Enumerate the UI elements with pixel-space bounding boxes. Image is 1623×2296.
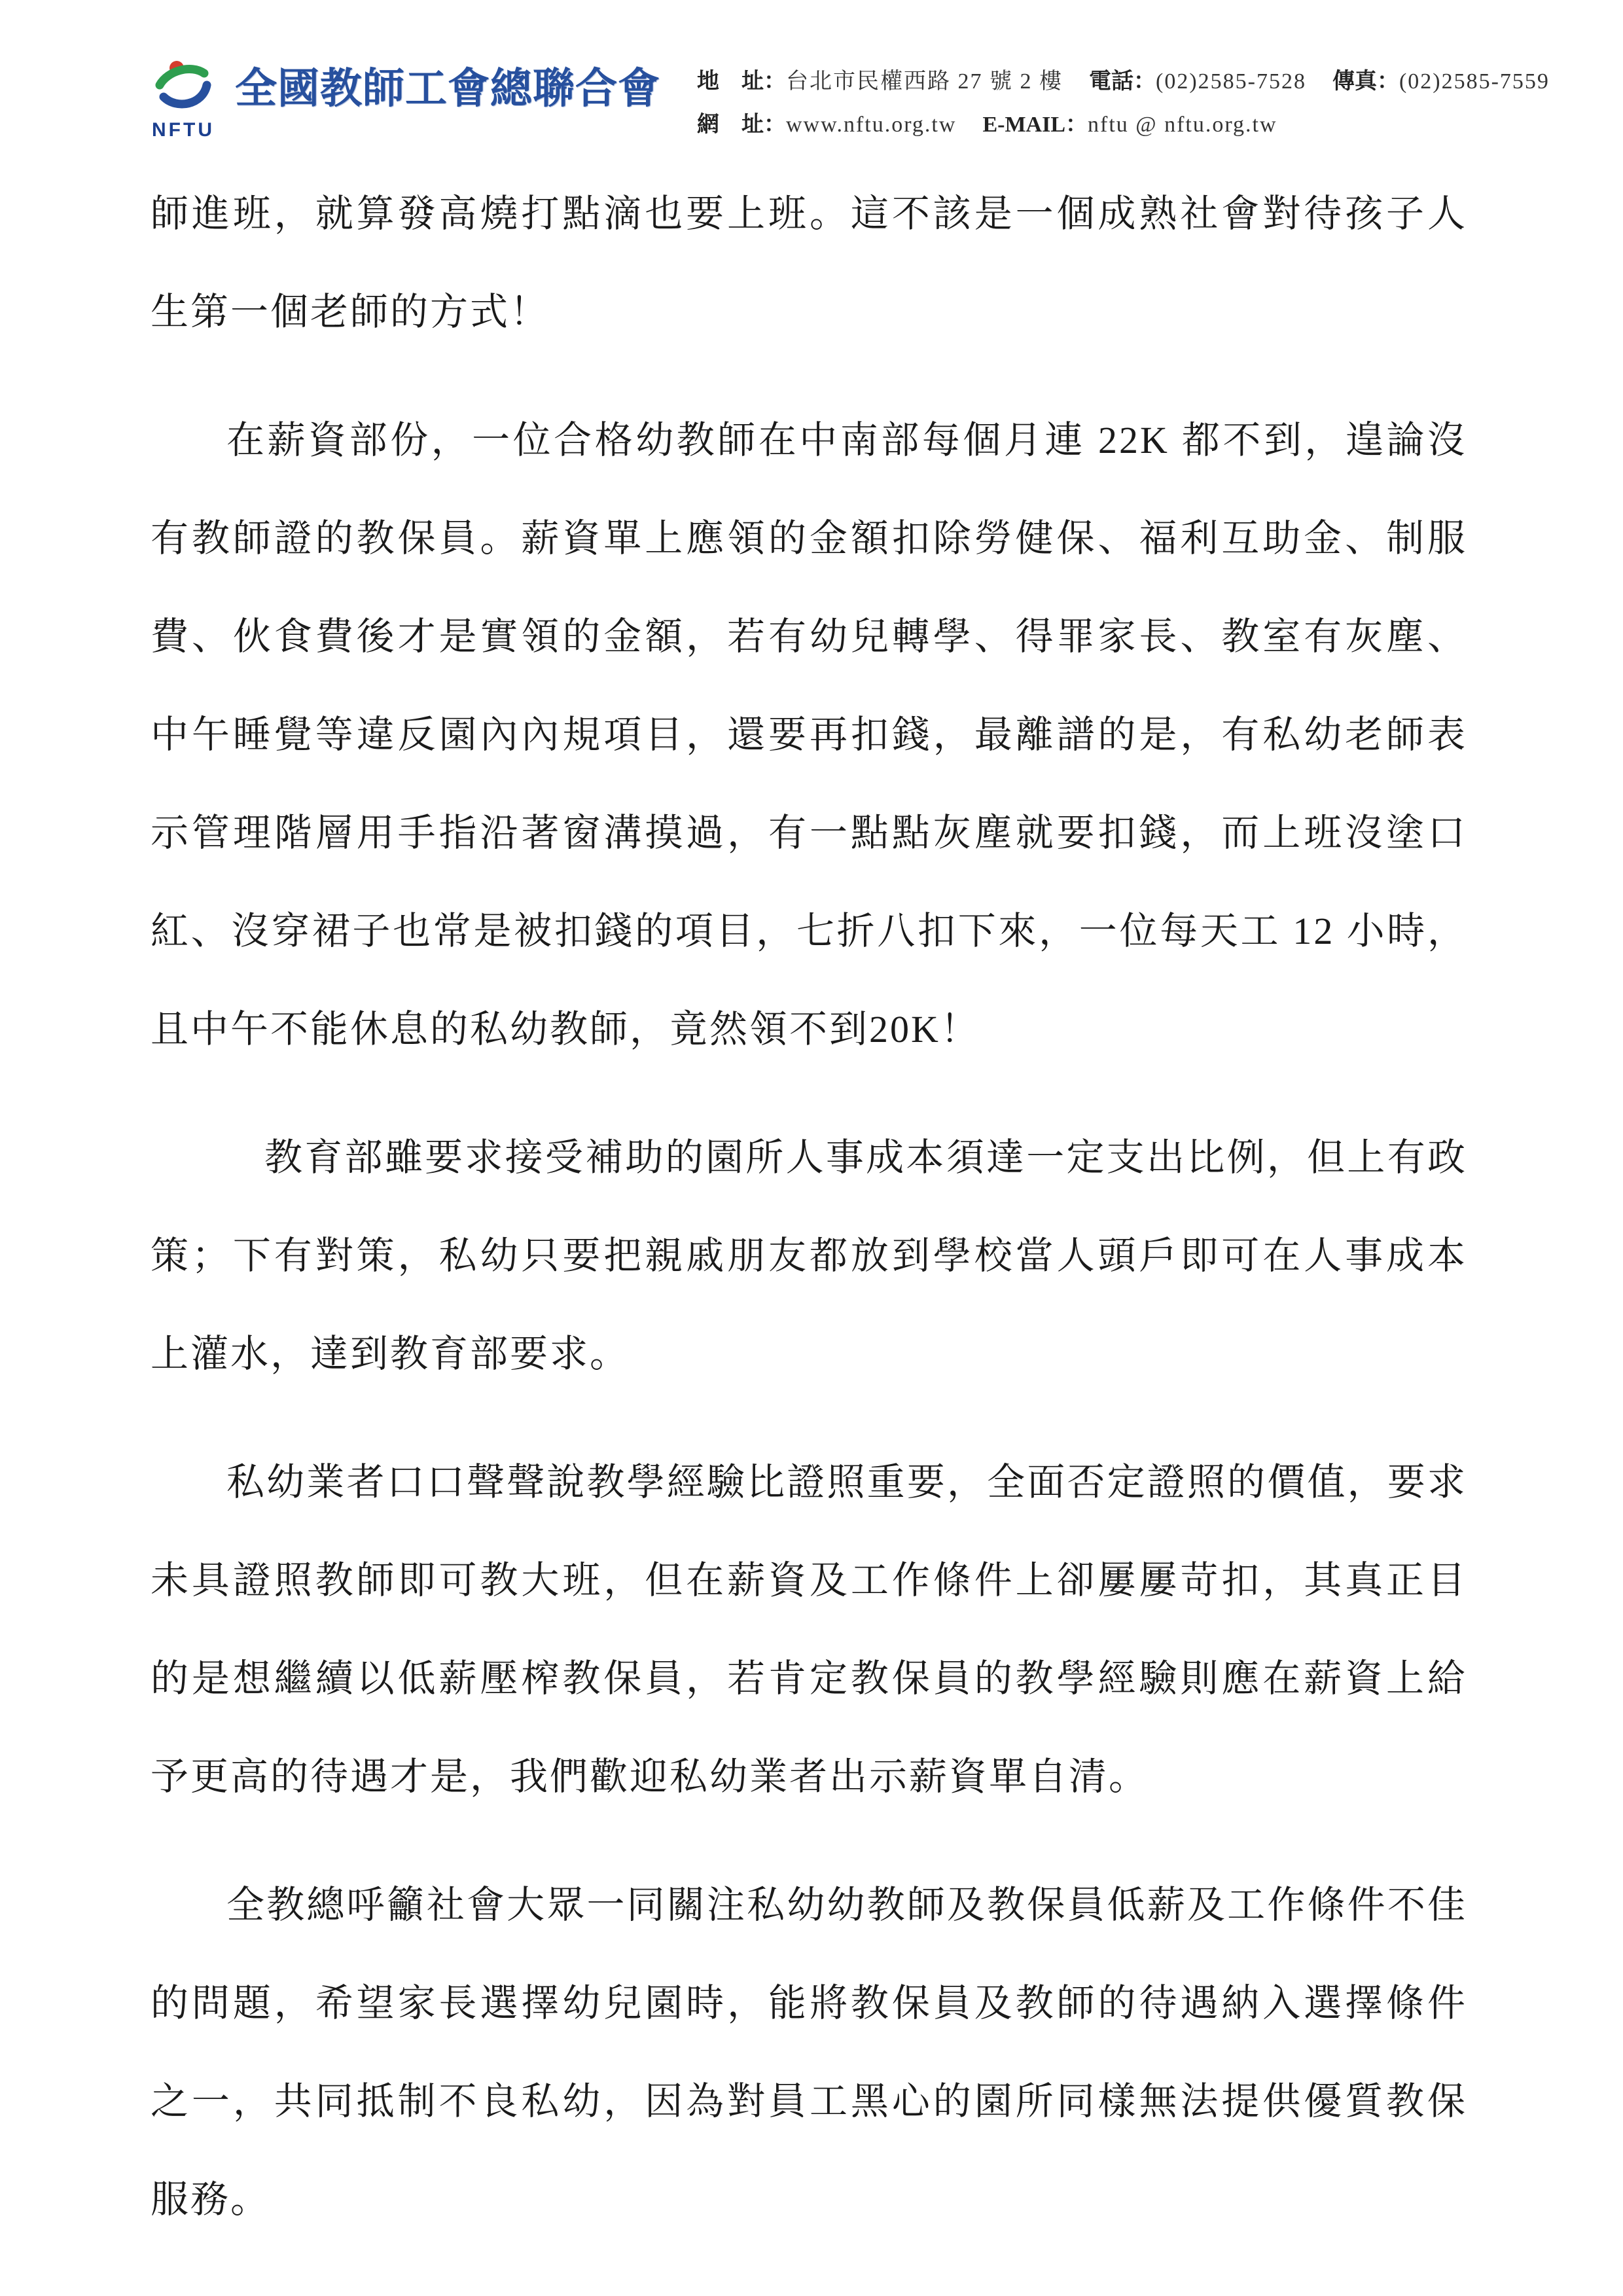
logo-acronym-text: NFTU [152, 119, 215, 141]
website-group [697, 103, 956, 147]
website-value: www.nftu.org.tw [786, 113, 957, 137]
letterhead [141, 51, 1550, 147]
contact-block [697, 60, 1550, 147]
website-label: 網 址： [697, 113, 786, 137]
email-label: E-MAIL： [982, 113, 1088, 137]
paragraph: 私幼業者口口聲聲說教學經驗比證照重要，全面否定證照的價值，要求未具證照教師即可教大班，但在薪資及工作條件上卻屢屢苛扣，其真正目的是想繼續以低薪壓榨教保員，若肯定教保員的教學經驗則應在薪資上給予更高的待遇才是，我們歡迎私幼業者出示薪資單自清。 [151, 1461, 1467, 1798]
paragraph: 師進班，就算發高燒打點滴也要上班。這不該是一個成熟社會對待孩子人生第一個老師的方式！ [151, 192, 1467, 333]
contact-line-1 [697, 60, 1550, 103]
emblem-upper-arc [160, 69, 204, 85]
phone-group [1089, 60, 1306, 103]
contact-line-2 [697, 103, 1550, 147]
paragraph: 全教總呼籲社會大眾一同關注私幼幼教師及教保員低薪及工作條件不佳的問題，希望家長選擇幼兒園時，能將教保員及教師的待遇納入選擇條件之一，共同抵制不良私幼，因為對員工黑心的園所同樣無法提供優質教保服務。 [151, 1884, 1467, 2221]
paragraph: 教育部雖要求接受補助的園所人事成本須達一定支出比例，但上有政策；下有對策，私幼只要把親戚朋友都放到學校當人頭戶即可在人事成本上灌水，達到教育部要求。 [151, 1136, 1467, 1375]
fax-value: (02)2585-7559 [1399, 69, 1550, 94]
address-group [697, 60, 1063, 103]
fax-label: 傳真： [1332, 69, 1399, 94]
email-value: nftu @ nftu.org.tw [1088, 113, 1277, 137]
phone-value: (02)2585-7528 [1156, 69, 1306, 94]
address-label: 地 址： [697, 69, 786, 94]
paragraph: 在薪資部份，一位合格幼教師在中南部每個月連 22K 都不到，遑論沒有教師證的教保員。薪資單上應領的金額扣除勞健保、福利互助金、制服費、伙食費後才是實領的金額，若有幼兒轉學、得罪家長、教室有灰塵、中午睡覺等違反園內內規項目，還要再扣錢，最離譜的是，有私幼老師表示管理階層用手指沿著窗溝摸過，有一點點灰塵就要扣錢，而上班沒塗口紅、沒穿裙子也常是被扣錢的項目，七折八扣下來，一位每天工 12 小時，且中午不能休息的私幼教師，竟然領不到20K！ [151, 419, 1467, 1050]
emblem-lower-arc [164, 85, 207, 104]
nftu-emblem-icon [151, 51, 216, 117]
phone-label: 電話： [1089, 69, 1156, 94]
address-value: 台北市民權西路 27 號 2 樓 [786, 69, 1063, 94]
document-body [151, 165, 1467, 2279]
email-group [982, 103, 1277, 147]
fax-group [1332, 60, 1550, 103]
org-name-text: 全國教師工會總聯合會 [235, 65, 660, 112]
logo-block [141, 51, 226, 141]
